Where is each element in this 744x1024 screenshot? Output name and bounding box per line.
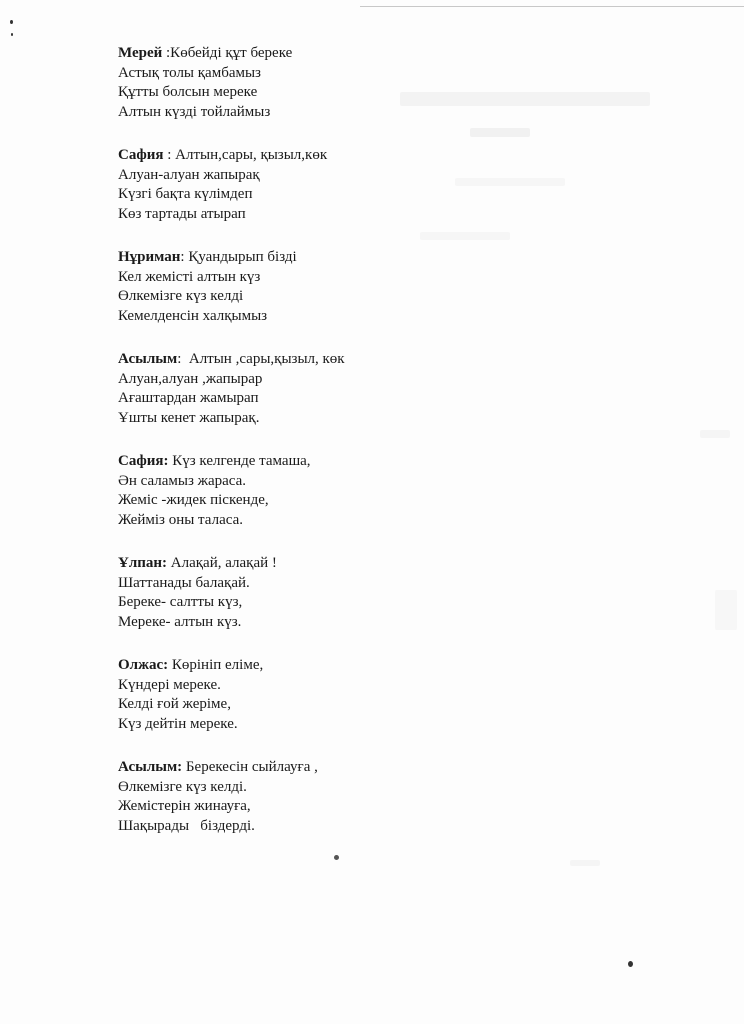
verse-line: Кел жемісті алтын күз — [118, 268, 261, 285]
verse-line: Жейміз оны таласа. — [118, 511, 243, 528]
speaker-name: Асылым: — [118, 759, 183, 775]
stanza-first-line — [118, 146, 418, 166]
verse-line: Жемістерін жинауға, — [118, 798, 251, 814]
stanza-first-line — [118, 44, 418, 64]
show-through-mark — [570, 860, 600, 866]
verse-text: Көрініп еліме, — [168, 657, 264, 673]
poem-text — [118, 44, 418, 860]
speaker-name: Асылым — [118, 351, 178, 367]
show-through-mark — [470, 128, 530, 137]
verse-line: Өлкемізге күз келді — [118, 288, 244, 304]
speaker-name: Ұлпан: — [118, 555, 168, 571]
verse-line: Алуан-алуан жапырақ — [118, 166, 260, 183]
speaker-name: Олжас: — [118, 657, 169, 673]
verse-line: Ұшты кенет жапырақ. — [118, 409, 260, 426]
verse-line: Күз дейтін мереке. — [118, 715, 238, 732]
verse-text: Күз келгенде тамаша, — [168, 453, 311, 469]
stanza-first-line — [118, 350, 418, 370]
stanza-first-line — [118, 452, 418, 472]
speaker-name: Мерей — [118, 45, 163, 61]
verse-text: : Алтын ,сары,қызыл, көк — [177, 351, 345, 367]
stanza — [118, 452, 418, 530]
stanza — [118, 350, 418, 428]
speaker-name: Нұриман — [118, 249, 181, 265]
show-through-mark — [400, 92, 650, 106]
verse-line: Жеміс -жидек піскенде, — [118, 492, 269, 508]
verse-line: Көз тартады атырап — [118, 205, 246, 222]
stanza — [118, 758, 418, 836]
verse-line: Ағаштардан жамырап — [118, 390, 259, 406]
verse-line: Мереке- алтын күз. — [118, 613, 242, 630]
stanza — [118, 146, 418, 224]
verse-text: Алақай, алақай ! — [167, 555, 277, 571]
scan-speck — [11, 33, 13, 36]
scan-speck — [10, 20, 13, 24]
stanza — [118, 656, 418, 734]
stanza — [118, 248, 418, 326]
show-through-mark — [715, 590, 737, 630]
verse-text: : Қуандырып бізді — [180, 249, 297, 265]
speaker-name: Сафия — [118, 147, 164, 163]
verse-line: Күндері мереке. — [118, 676, 221, 693]
speaker-name: Сафия: — [118, 453, 169, 469]
stanza-first-line — [118, 656, 418, 676]
verse-line: Алуан,алуан ,жапырар — [118, 370, 263, 387]
verse-line: Алтын күзді тойлаймыз — [118, 103, 271, 120]
stanza — [118, 554, 418, 632]
verse-line: Кемелденсін халқымыз — [118, 307, 268, 324]
scan-speck — [628, 961, 633, 967]
verse-text: Берекесін сыйлауға , — [182, 759, 318, 775]
verse-line: Шақырады біздерді. — [118, 817, 255, 834]
verse-line: Өлкемізге күз келді. — [118, 778, 247, 795]
show-through-mark — [420, 232, 510, 240]
stanza-first-line — [118, 248, 418, 268]
show-through-mark — [455, 178, 565, 186]
verse-line: Шаттанады балақай. — [118, 574, 250, 591]
verse-text: :Көбейді құт береке — [162, 45, 293, 61]
show-through-mark — [700, 430, 730, 438]
verse-line: Астық толы қамбамыз — [118, 64, 261, 81]
verse-line: Ән саламыз жараса. — [118, 472, 247, 489]
scan-edge-line — [360, 6, 744, 7]
verse-line: Құтты болсын мереке — [118, 84, 258, 100]
stanza — [118, 44, 418, 122]
verse-line: Күзгі бақта күлімдеп — [118, 186, 253, 202]
verse-line: Келді ғой жеріме, — [118, 696, 231, 712]
verse-line: Береке- салтты күз, — [118, 594, 243, 610]
stanza-first-line — [118, 758, 418, 778]
stanza-first-line — [118, 554, 418, 574]
verse-text: : Алтын,сары, қызыл,көк — [163, 147, 328, 163]
